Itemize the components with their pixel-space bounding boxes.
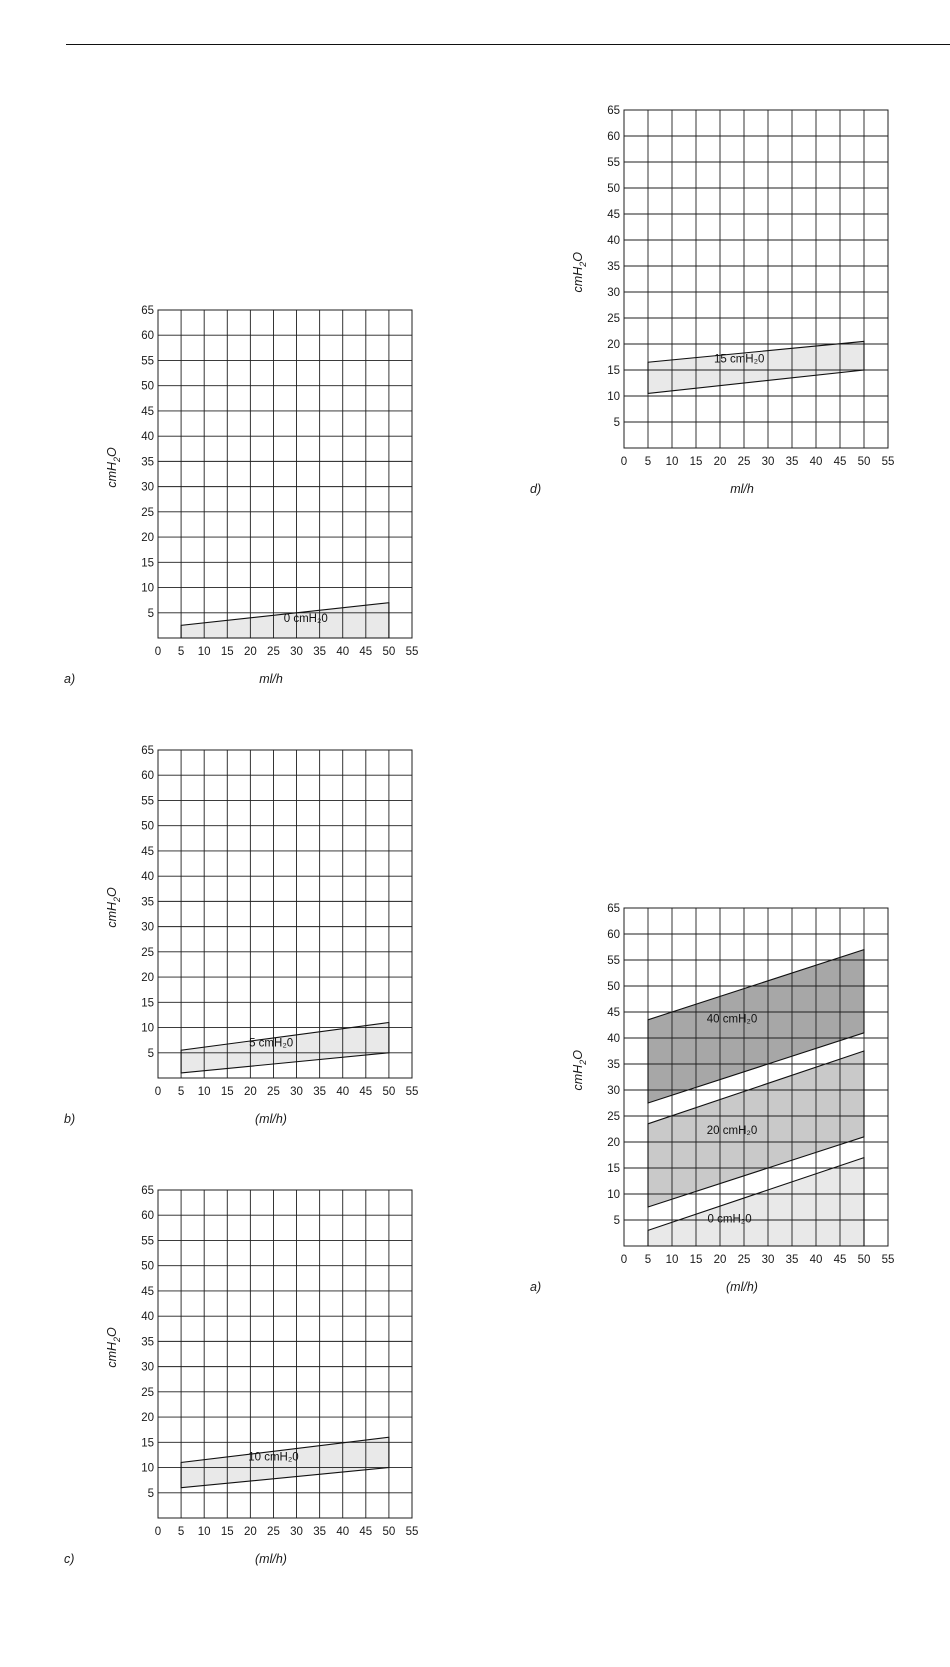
y-tick-label: 20 bbox=[607, 1137, 620, 1149]
x-tick-label: 0 bbox=[154, 1086, 162, 1098]
y-axis-title-sub: 2 bbox=[578, 1059, 588, 1065]
y-tick-label: 15 bbox=[141, 997, 154, 1010]
panel-label: c) bbox=[64, 1552, 75, 1566]
y-tick-label: 55 bbox=[141, 355, 154, 368]
x-tick-label: 10 bbox=[197, 1526, 211, 1538]
x-tick-label: 10 bbox=[197, 1086, 211, 1098]
y-tick-label: 5 bbox=[147, 1047, 154, 1060]
y-tick-label: 50 bbox=[141, 1260, 154, 1273]
chart-svg bbox=[520, 898, 930, 1318]
x-tick-label: 55 bbox=[881, 456, 895, 468]
y-tick-label: 40 bbox=[141, 1311, 154, 1324]
y-axis-title-sub: 2 bbox=[578, 261, 588, 267]
x-tick-label: 15 bbox=[220, 1086, 234, 1098]
chart-panel-a-top bbox=[54, 300, 464, 720]
band-label: 0 cmH₂0 bbox=[707, 1213, 752, 1226]
x-axis-title: (ml/h) bbox=[255, 1112, 287, 1126]
y-tick-label: 30 bbox=[607, 1085, 620, 1097]
x-tick-label: 0 bbox=[154, 646, 162, 658]
band-label: 5 cmH₂0 bbox=[249, 1037, 294, 1050]
panel-label: d) bbox=[530, 482, 542, 496]
x-tick-label: 35 bbox=[313, 1086, 327, 1098]
plot-background bbox=[158, 310, 412, 638]
x-tick-label: 20 bbox=[713, 1254, 727, 1266]
x-tick-label: 35 bbox=[313, 646, 327, 658]
y-axis-title-tail: O bbox=[105, 1327, 119, 1337]
x-tick-label: 35 bbox=[785, 1254, 799, 1266]
chart-svg bbox=[54, 740, 464, 1160]
y-tick-label: 50 bbox=[141, 380, 154, 393]
y-tick-label: 65 bbox=[607, 903, 620, 915]
panel-label: b) bbox=[64, 1112, 76, 1126]
x-tick-label: 5 bbox=[177, 646, 185, 658]
plot-background bbox=[624, 110, 888, 448]
x-tick-label: 40 bbox=[809, 456, 823, 468]
y-axis-title-tail: O bbox=[105, 887, 119, 897]
x-tick-label: 10 bbox=[665, 1254, 679, 1266]
y-tick-label: 60 bbox=[141, 1210, 154, 1223]
x-tick-label: 45 bbox=[359, 646, 373, 658]
y-tick-label: 35 bbox=[141, 456, 154, 469]
x-axis-title: (ml/h) bbox=[255, 1552, 287, 1566]
top-rule bbox=[66, 44, 950, 45]
y-axis-title bbox=[105, 887, 122, 928]
y-axis-title-base: cmH bbox=[571, 1064, 585, 1091]
y-tick-label: 10 bbox=[607, 391, 620, 403]
chart-svg bbox=[54, 1180, 464, 1600]
y-tick-label: 25 bbox=[607, 313, 620, 325]
chart-panel-c bbox=[54, 1180, 464, 1600]
band-label: 0 cmH₂0 bbox=[283, 612, 328, 625]
y-axis-title-tail: O bbox=[105, 447, 119, 457]
x-tick-label: 25 bbox=[267, 1086, 280, 1098]
x-tick-label: 20 bbox=[243, 1086, 257, 1098]
y-tick-label: 55 bbox=[141, 1235, 154, 1248]
y-tick-label: 60 bbox=[607, 929, 620, 941]
x-tick-label: 50 bbox=[857, 456, 871, 468]
x-tick-label: 45 bbox=[359, 1086, 373, 1098]
chart-panel-a-combined bbox=[520, 898, 930, 1318]
band-label: 40 cmH₂0 bbox=[706, 1013, 758, 1026]
y-axis-title-tail: O bbox=[571, 1050, 585, 1060]
x-tick-label: 55 bbox=[405, 1086, 419, 1098]
y-tick-label: 5 bbox=[147, 1487, 154, 1500]
x-tick-label: 50 bbox=[382, 646, 396, 658]
y-tick-label: 15 bbox=[141, 1437, 154, 1450]
x-tick-label: 15 bbox=[689, 1254, 703, 1266]
y-tick-label: 60 bbox=[607, 131, 620, 143]
x-tick-label: 40 bbox=[336, 646, 350, 658]
y-tick-label: 35 bbox=[141, 896, 154, 909]
y-tick-label: 20 bbox=[607, 339, 620, 351]
y-axis-title-sub: 2 bbox=[112, 456, 122, 462]
y-tick-label: 60 bbox=[141, 330, 154, 343]
y-tick-label: 45 bbox=[141, 845, 154, 858]
y-tick-label: 35 bbox=[607, 1059, 620, 1071]
y-tick-label: 50 bbox=[607, 981, 620, 993]
band-label: 20 cmH₂0 bbox=[706, 1125, 758, 1138]
y-axis-title-base: cmH bbox=[105, 461, 119, 488]
y-tick-label: 60 bbox=[141, 770, 154, 783]
y-tick-label: 15 bbox=[607, 365, 620, 377]
x-tick-label: 15 bbox=[220, 1526, 234, 1538]
y-axis-title-tail: O bbox=[571, 252, 585, 262]
y-axis-title bbox=[105, 1327, 122, 1368]
band-label: 10 cmH₂0 bbox=[248, 1451, 299, 1464]
y-axis-title bbox=[571, 252, 588, 293]
x-tick-label: 45 bbox=[359, 1526, 373, 1538]
y-tick-label: 5 bbox=[147, 607, 154, 620]
y-tick-label: 10 bbox=[141, 1462, 154, 1475]
y-tick-label: 45 bbox=[607, 1007, 620, 1019]
y-tick-label: 30 bbox=[607, 287, 620, 299]
y-tick-label: 10 bbox=[607, 1189, 620, 1201]
y-tick-label: 15 bbox=[141, 557, 154, 570]
panel-label: a) bbox=[530, 1280, 542, 1294]
x-tick-label: 10 bbox=[665, 456, 679, 468]
x-axis-title: (ml/h) bbox=[726, 1280, 758, 1294]
x-tick-label: 25 bbox=[737, 456, 751, 468]
y-tick-label: 25 bbox=[141, 946, 154, 959]
y-tick-label: 35 bbox=[607, 261, 620, 273]
x-tick-label: 5 bbox=[177, 1086, 185, 1098]
y-tick-label: 5 bbox=[613, 1215, 620, 1227]
y-tick-label: 25 bbox=[141, 506, 154, 519]
y-tick-label: 5 bbox=[613, 417, 620, 429]
y-tick-label: 55 bbox=[141, 795, 154, 808]
x-tick-label: 50 bbox=[382, 1526, 396, 1538]
x-tick-label: 30 bbox=[290, 1526, 303, 1538]
y-tick-label: 65 bbox=[141, 1185, 154, 1197]
y-axis-title-base: cmH bbox=[105, 901, 119, 928]
x-tick-label: 25 bbox=[267, 646, 280, 658]
y-tick-label: 30 bbox=[141, 921, 154, 934]
x-tick-label: 25 bbox=[737, 1254, 751, 1266]
y-tick-label: 15 bbox=[607, 1163, 620, 1175]
x-tick-label: 45 bbox=[833, 1254, 847, 1266]
x-tick-label: 35 bbox=[313, 1526, 327, 1538]
y-tick-label: 30 bbox=[141, 481, 154, 494]
x-tick-label: 0 bbox=[154, 1526, 162, 1538]
y-tick-label: 20 bbox=[141, 532, 154, 545]
y-tick-label: 65 bbox=[607, 105, 620, 117]
x-tick-label: 5 bbox=[644, 1254, 652, 1266]
x-tick-label: 0 bbox=[620, 1254, 628, 1266]
band-label: 15 cmH₂0 bbox=[713, 353, 765, 366]
y-tick-label: 40 bbox=[607, 235, 620, 247]
x-axis-title: ml/h bbox=[259, 672, 283, 686]
x-tick-label: 55 bbox=[405, 1526, 419, 1538]
x-tick-label: 40 bbox=[336, 1086, 350, 1098]
x-tick-label: 30 bbox=[761, 456, 775, 468]
x-tick-label: 55 bbox=[405, 646, 419, 658]
x-tick-label: 30 bbox=[290, 646, 303, 658]
x-tick-label: 25 bbox=[267, 1526, 280, 1538]
x-tick-label: 50 bbox=[857, 1254, 871, 1266]
y-axis-title bbox=[105, 447, 122, 488]
chart-panel-d bbox=[520, 100, 930, 520]
y-tick-label: 20 bbox=[141, 1412, 154, 1425]
chart-panel-b bbox=[54, 740, 464, 1160]
y-tick-label: 10 bbox=[141, 1022, 154, 1035]
panel-label: a) bbox=[64, 672, 76, 686]
y-tick-label: 10 bbox=[141, 582, 154, 595]
y-tick-label: 45 bbox=[607, 209, 620, 221]
y-tick-label: 40 bbox=[141, 431, 154, 444]
x-tick-label: 30 bbox=[761, 1254, 775, 1266]
x-tick-label: 20 bbox=[713, 456, 727, 468]
x-tick-label: 5 bbox=[644, 456, 652, 468]
y-axis-title-sub: 2 bbox=[112, 1336, 122, 1342]
y-tick-label: 35 bbox=[141, 1336, 154, 1349]
chart-svg bbox=[520, 100, 930, 520]
x-tick-label: 0 bbox=[620, 456, 628, 468]
y-tick-label: 55 bbox=[607, 157, 620, 169]
y-tick-label: 20 bbox=[141, 972, 154, 985]
x-tick-label: 20 bbox=[243, 646, 257, 658]
x-tick-label: 45 bbox=[833, 456, 847, 468]
y-tick-label: 25 bbox=[141, 1386, 154, 1399]
x-tick-label: 50 bbox=[382, 1086, 396, 1098]
y-axis-title-sub: 2 bbox=[112, 896, 122, 902]
y-tick-label: 65 bbox=[141, 745, 154, 757]
x-tick-label: 40 bbox=[336, 1526, 350, 1538]
x-tick-label: 30 bbox=[290, 1086, 303, 1098]
y-tick-label: 45 bbox=[141, 405, 154, 418]
x-tick-label: 10 bbox=[197, 646, 211, 658]
x-tick-label: 20 bbox=[243, 1526, 257, 1538]
chart-svg bbox=[54, 300, 464, 720]
x-tick-label: 40 bbox=[809, 1254, 823, 1266]
y-tick-label: 40 bbox=[141, 871, 154, 884]
x-axis-title: ml/h bbox=[730, 482, 754, 496]
x-tick-label: 15 bbox=[220, 646, 234, 658]
y-tick-label: 65 bbox=[141, 305, 154, 317]
y-tick-label: 30 bbox=[141, 1361, 154, 1374]
y-axis-title bbox=[571, 1050, 588, 1091]
y-axis-title-base: cmH bbox=[105, 1341, 119, 1368]
y-tick-label: 50 bbox=[141, 820, 154, 833]
y-tick-label: 25 bbox=[607, 1111, 620, 1123]
x-tick-label: 55 bbox=[881, 1254, 895, 1266]
y-tick-label: 55 bbox=[607, 955, 620, 967]
y-tick-label: 50 bbox=[607, 183, 620, 195]
x-tick-label: 15 bbox=[689, 456, 703, 468]
y-tick-label: 40 bbox=[607, 1033, 620, 1045]
y-tick-label: 45 bbox=[141, 1285, 154, 1298]
y-axis-title-base: cmH bbox=[571, 266, 585, 293]
x-tick-label: 35 bbox=[785, 456, 799, 468]
x-tick-label: 5 bbox=[177, 1526, 185, 1538]
